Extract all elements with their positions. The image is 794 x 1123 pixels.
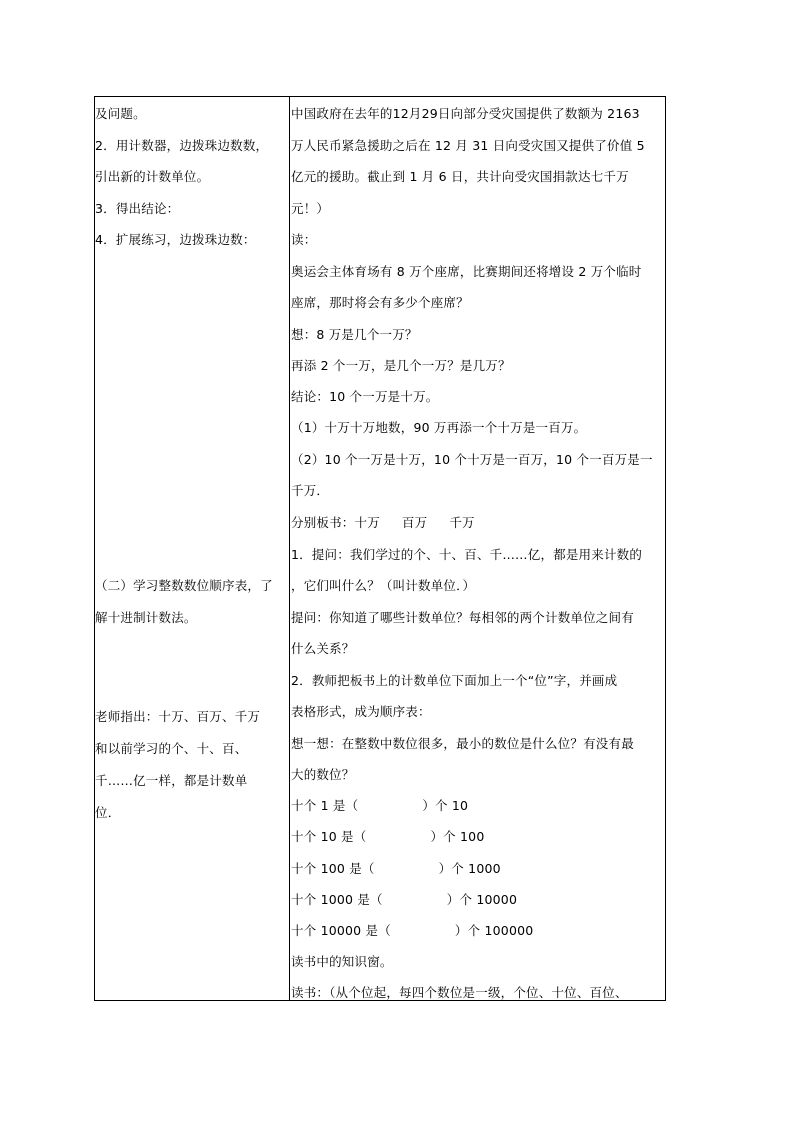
fill-in-prefix: 十个 1 是（ (291, 798, 359, 813)
think-line: 再添 2 个一万，是几个一万？是几万？ (291, 358, 511, 373)
stadium-line: 座席，那时将会有多少个座席？ (291, 295, 469, 310)
fill-in-suffix: ）个 10 (422, 798, 469, 813)
column-divider (289, 97, 290, 1000)
left-line: 千……亿一样，都是计数单 (95, 773, 248, 788)
question-line: 提问：你知道了哪些计数单位？每相邻的两个计数单位之间有 (291, 610, 634, 625)
point-line: （2）10 个一万是十万，10 个十万是一百万，10 个一百万是一 (291, 452, 653, 467)
intro-line: 元！） (291, 201, 330, 216)
board-line (291, 515, 475, 531)
read-label: 读： (291, 232, 317, 247)
intro-line: 中国政府在去年的12月29日向部分受灾国提供了数额为 2163 (291, 106, 640, 121)
left-line: 和以前学习的个、十、百、 (95, 741, 248, 756)
fill-in-suffix: ）个 100000 (454, 923, 534, 938)
left-line: 老师指出：十万、百万、千万 (95, 709, 261, 724)
left-line: （二）学习整数数位顺序表，了 (95, 578, 273, 593)
fill-in-line (291, 798, 468, 814)
conclusion-line: 结论：10 个一万是十万。 (291, 389, 439, 404)
stadium-line: 奥运会主体育场有 8 万个座席，比赛期间还将增设 2 万个临时 (291, 264, 642, 279)
intro-line: 亿元的援助。截止到 1 月 6 日，共计向受灾国捐款达七千万 (291, 169, 629, 184)
question-line: 1．提问：我们学过的个、十、百、千……亿，都是用来计数的 (291, 547, 643, 562)
fill-in-prefix: 十个 1000 是（ (291, 892, 383, 907)
left-line: 3．得出结论： (95, 201, 180, 216)
think-more-line: 大的数位？ (291, 767, 355, 782)
fill-in-line (291, 861, 501, 877)
board-item: 百万 (401, 515, 428, 530)
intro-line: 万人民币紧急援助之后在 12 月 31 日向受灾国又提供了价值 5 (291, 138, 645, 153)
fill-in-prefix: 十个 100 是（ (291, 861, 375, 876)
left-line: 引出新的计数单位。 (95, 169, 210, 184)
fill-in-line (291, 923, 533, 939)
think-more-line: 想一想：在整数中数位很多，最小的数位是什么位？有没有最 (291, 736, 634, 751)
left-line: 2．用计数器，边拨珠边数数， (95, 138, 269, 153)
left-line: 解十进制计数法。 (95, 610, 197, 625)
question-line: 什么关系？ (291, 641, 355, 656)
board-item: 千万 (449, 515, 475, 530)
think-line: 想：8 万是几个一万？ (291, 327, 418, 342)
read-book-line: 读书：（从个位起，每四个数位是一级，个位、十位、百位、 (291, 985, 628, 1000)
lesson-table (94, 96, 666, 1001)
left-line: 位． (95, 805, 121, 820)
fill-in-suffix: ）个 100 (430, 829, 485, 844)
fill-in-suffix: ）个 10000 (446, 892, 518, 907)
teacher-line: 表格形式，成为顺序表： (291, 704, 431, 719)
point-line: （1）十万十万地数，90 万再添一个十万是一百万。 (291, 420, 587, 435)
point-line: 千万． (291, 483, 330, 498)
fill-in-suffix: ）个 1000 (438, 861, 501, 876)
fill-in-line (291, 892, 517, 908)
fill-in-line (291, 829, 485, 845)
board-label: 分别板书： (291, 515, 355, 530)
teacher-line: 2．教师把板书上的计数单位下面加上一个“位”字，并画成 (291, 673, 618, 688)
question-line: ，它们叫什么？（叫计数单位．） (291, 578, 476, 593)
left-line: 4．扩展练习，边拨珠边数： (95, 232, 256, 247)
left-line: 及问题。 (95, 106, 146, 121)
board-item: 十万 (354, 515, 380, 530)
fill-in-prefix: 十个 10000 是（ (291, 923, 391, 938)
fill-in-prefix: 十个 10 是（ (291, 829, 367, 844)
knowledge-line: 读书中的知识窗。 (291, 954, 393, 969)
